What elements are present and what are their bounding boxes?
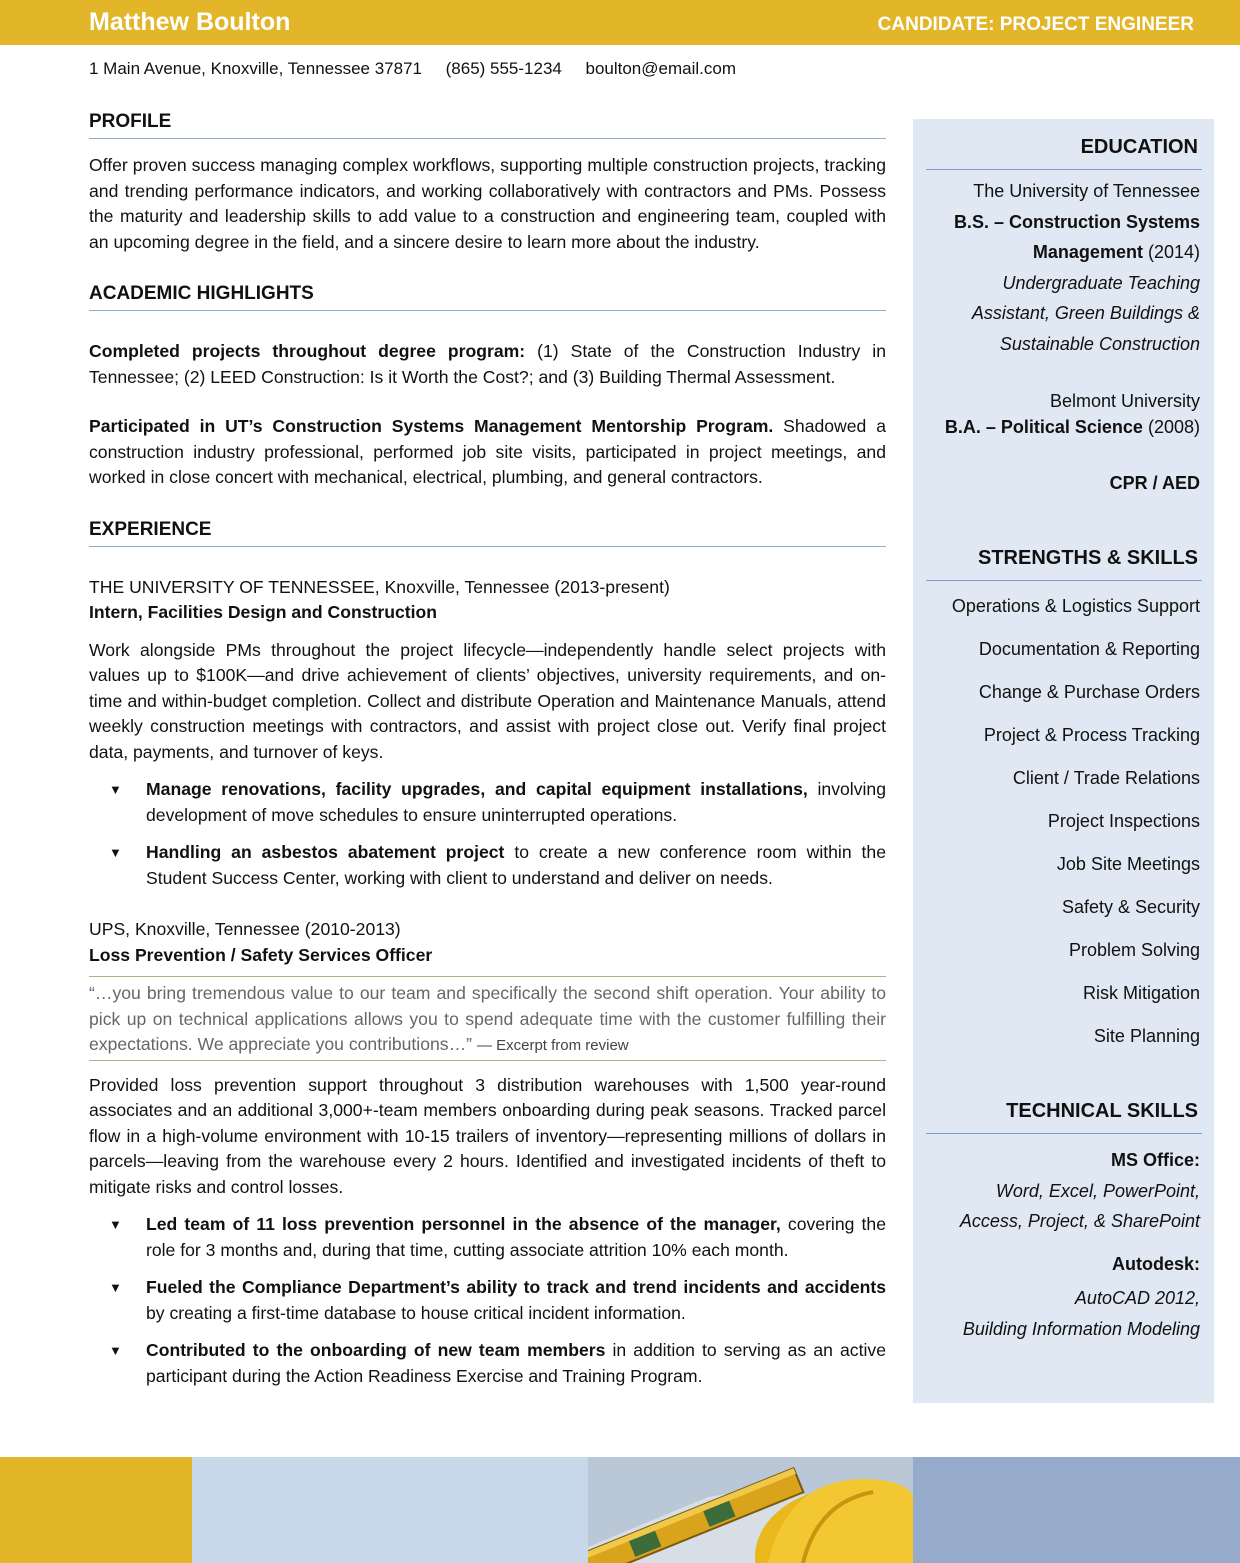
- footer-gold-block: [0, 1457, 192, 1563]
- tech-line: Access, Project, & SharePoint: [959, 1211, 1200, 1231]
- degree-year: (2008): [1142, 417, 1200, 437]
- job-org: UPS, Knoxville, Tennessee (2010-2013): [89, 919, 401, 939]
- school-name: Belmont University: [1049, 391, 1200, 411]
- skill-item: Project & Process Tracking: [983, 725, 1200, 745]
- tech-line: Word, Excel, PowerPoint,: [995, 1180, 1200, 1201]
- academic-item-text: Shadowed a construction industry professional, performed job site visits, participated in project meetings, and worked in close concert with mechanical, electrical, plumbing, and general contractors.: [89, 416, 886, 487]
- degree-line: Management: [1032, 242, 1143, 262]
- academic-item-bold: Participated in UT’s Construction Systems Management Mentorship Program.: [89, 416, 774, 436]
- skill-item: Job Site Meetings: [1056, 854, 1200, 874]
- skill-item: Safety & Security: [1061, 897, 1200, 917]
- technical-section: [926, 1100, 1202, 1344]
- skill-item: Client / Trade Relations: [1012, 768, 1200, 788]
- job-title: Intern, Facilities Design and Construction: [89, 602, 438, 622]
- bullet-text: to create a new conference room within the Student Success Center, working with client to understand and deliver on needs.: [146, 842, 886, 888]
- academic-item-text: (1) State of the Construction Industry in Tennessee; (2) LEED Construction: Is it Worth the Cost?; and (3) Building Thermal Assessment.: [89, 341, 886, 387]
- bullet-text: involving development of move schedules to ensure uninterrupted operations.: [146, 779, 886, 825]
- triangle-bullet-icon: ▼: [109, 1343, 122, 1358]
- role-line: Sustainable Construction: [999, 333, 1200, 354]
- footer-lightblue-block: [192, 1457, 588, 1563]
- job-bullets: [89, 1212, 886, 1389]
- quote-text: “…you bring tremendous value to our team and specifically the second shift operation. Your ability to pick up on technical applications allows you to spend adequate time with the customer fulfilling their expectations. We appreciate you contributions…”: [89, 983, 886, 1054]
- bullet-bold: Led team of 11 loss prevention personnel in the absence of the manager,: [146, 1214, 781, 1234]
- tech-label: Autodesk:: [1111, 1253, 1200, 1274]
- hardhat-level-illustration: [588, 1457, 913, 1563]
- header-bar: [0, 0, 1240, 45]
- degree-year: (2014): [1142, 242, 1200, 262]
- certification: CPR / AED: [1109, 473, 1200, 493]
- bullet-text: by creating a first-time database to house critical incident information.: [146, 1302, 686, 1323]
- footer-photo: [588, 1457, 913, 1563]
- tech-line: Building Information Modeling: [962, 1318, 1200, 1339]
- education-heading: EDUCATION: [926, 136, 1202, 170]
- skill-item: Site Planning: [1093, 1026, 1200, 1046]
- school-name: The University of Tennessee: [973, 181, 1200, 201]
- profile-heading: PROFILE: [89, 110, 886, 139]
- strengths-section: [926, 547, 1202, 1058]
- job-title: Loss Prevention / Safety Services Officer: [89, 944, 433, 965]
- footer-steelblue-block: [913, 1457, 1240, 1563]
- bullet-item: [89, 777, 886, 828]
- bullet-bold: Handling an asbestos abatement project: [146, 842, 505, 862]
- degree-line: B.A. – Political Science: [944, 417, 1143, 437]
- strengths-heading: STRENGTHS & SKILLS: [926, 547, 1202, 581]
- job-bullets: [89, 777, 886, 891]
- technical-heading: TECHNICAL SKILLS: [926, 1100, 1202, 1134]
- contact-line: 1 Main Avenue, Knoxville, Tennessee 37871 (865) 555-1234 boulton@email.com: [89, 59, 736, 78]
- skill-item: Operations & Logistics Support: [951, 596, 1200, 616]
- tech-line: AutoCAD 2012,: [1074, 1288, 1200, 1308]
- quote-source: — Excerpt from review: [476, 1037, 629, 1054]
- bullet-item: [89, 1212, 886, 1263]
- bullet-item: [89, 1338, 886, 1389]
- skill-item: Change & Purchase Orders: [978, 682, 1200, 702]
- bullet-item: [89, 840, 886, 891]
- bullet-bold: Fueled the Compliance Department’s ability to track and trend incidents and accidents: [146, 1277, 886, 1297]
- review-quote: [89, 976, 886, 1061]
- candidate-position: CANDIDATE: PROJECT ENGINEER: [877, 14, 1194, 35]
- main-column: [89, 110, 886, 1401]
- job-description: Provided loss prevention support throughout 3 distribution warehouses with 1,500 year-round associates and an additional 3,000+-team members onboarding during peak seasons. Tracked parcel flow in a high-volume environment with 10-15 trailers of inventory—representing millions of dollars in parcels—leaving from the warehouse every 2 hours. Identified and investigated incidents of theft to mitigate risks and control losses.: [89, 1074, 886, 1197]
- triangle-bullet-icon: ▼: [109, 845, 122, 860]
- academic-item: [89, 339, 886, 390]
- profile-text: Offer proven success managing complex workflows, supporting multiple construction projects, tracking and trending performance indicators, and working collaboratively with contractors and PMs. Possess the maturity and leadership skills to add value to a construction and engineering team, coupled with an upcoming degree in the field, and a sincere desire to learn more about the industry.: [89, 155, 886, 252]
- footer-band: [0, 1457, 1240, 1563]
- job-description: Work alongside PMs throughout the project lifecycle—independently handle select projects with values up to $100K—and drive achievement of clients’ objectives, university requirements, and on-time and within-budget completion. Collect and distribute Operation and Maintenance Manuals, attend weekly construction meetings with contractors, and assist with project close out. Verify final project data, payments, and turnover of keys.: [89, 639, 886, 762]
- education-section: [926, 136, 1202, 496]
- degree-line: B.S. – Construction Systems: [953, 211, 1200, 232]
- triangle-bullet-icon: ▼: [109, 782, 122, 797]
- bullet-text: covering the role for 3 months and, during that time, cutting associate attrition 10% each month.: [146, 1214, 886, 1260]
- academic-heading: ACADEMIC HIGHLIGHTS: [89, 282, 886, 311]
- role-line: Assistant, Green Buildings &: [971, 303, 1200, 323]
- triangle-bullet-icon: ▼: [109, 1217, 122, 1232]
- academic-item-bold: Completed projects throughout degree program:: [89, 341, 526, 361]
- skill-item: Project Inspections: [1047, 811, 1200, 831]
- skill-item: Documentation & Reporting: [978, 639, 1200, 659]
- triangle-bullet-icon: ▼: [109, 1280, 122, 1295]
- skill-item: Problem Solving: [1068, 940, 1200, 960]
- sidebar: [913, 119, 1214, 1403]
- role-line: Undergraduate Teaching: [1002, 272, 1200, 293]
- tech-label: MS Office:: [1110, 1150, 1200, 1170]
- bullet-text: in addition to serving as an active participant during the Action Readiness Exercise and Training Program.: [146, 1340, 886, 1386]
- skill-item: Risk Mitigation: [1082, 983, 1200, 1003]
- experience-heading: EXPERIENCE: [89, 518, 886, 547]
- job-org: THE UNIVERSITY OF TENNESSEE, Knoxville, Tennessee (2013-present): [89, 576, 670, 597]
- skill-list: [926, 585, 1202, 1058]
- academic-item: [89, 414, 886, 491]
- bullet-item: [89, 1275, 886, 1326]
- bullet-bold: Contributed to the onboarding of new team members: [146, 1340, 606, 1360]
- candidate-name: Matthew Boulton: [89, 8, 291, 36]
- bullet-bold: Manage renovations, facility upgrades, and capital equipment installations,: [146, 779, 808, 799]
